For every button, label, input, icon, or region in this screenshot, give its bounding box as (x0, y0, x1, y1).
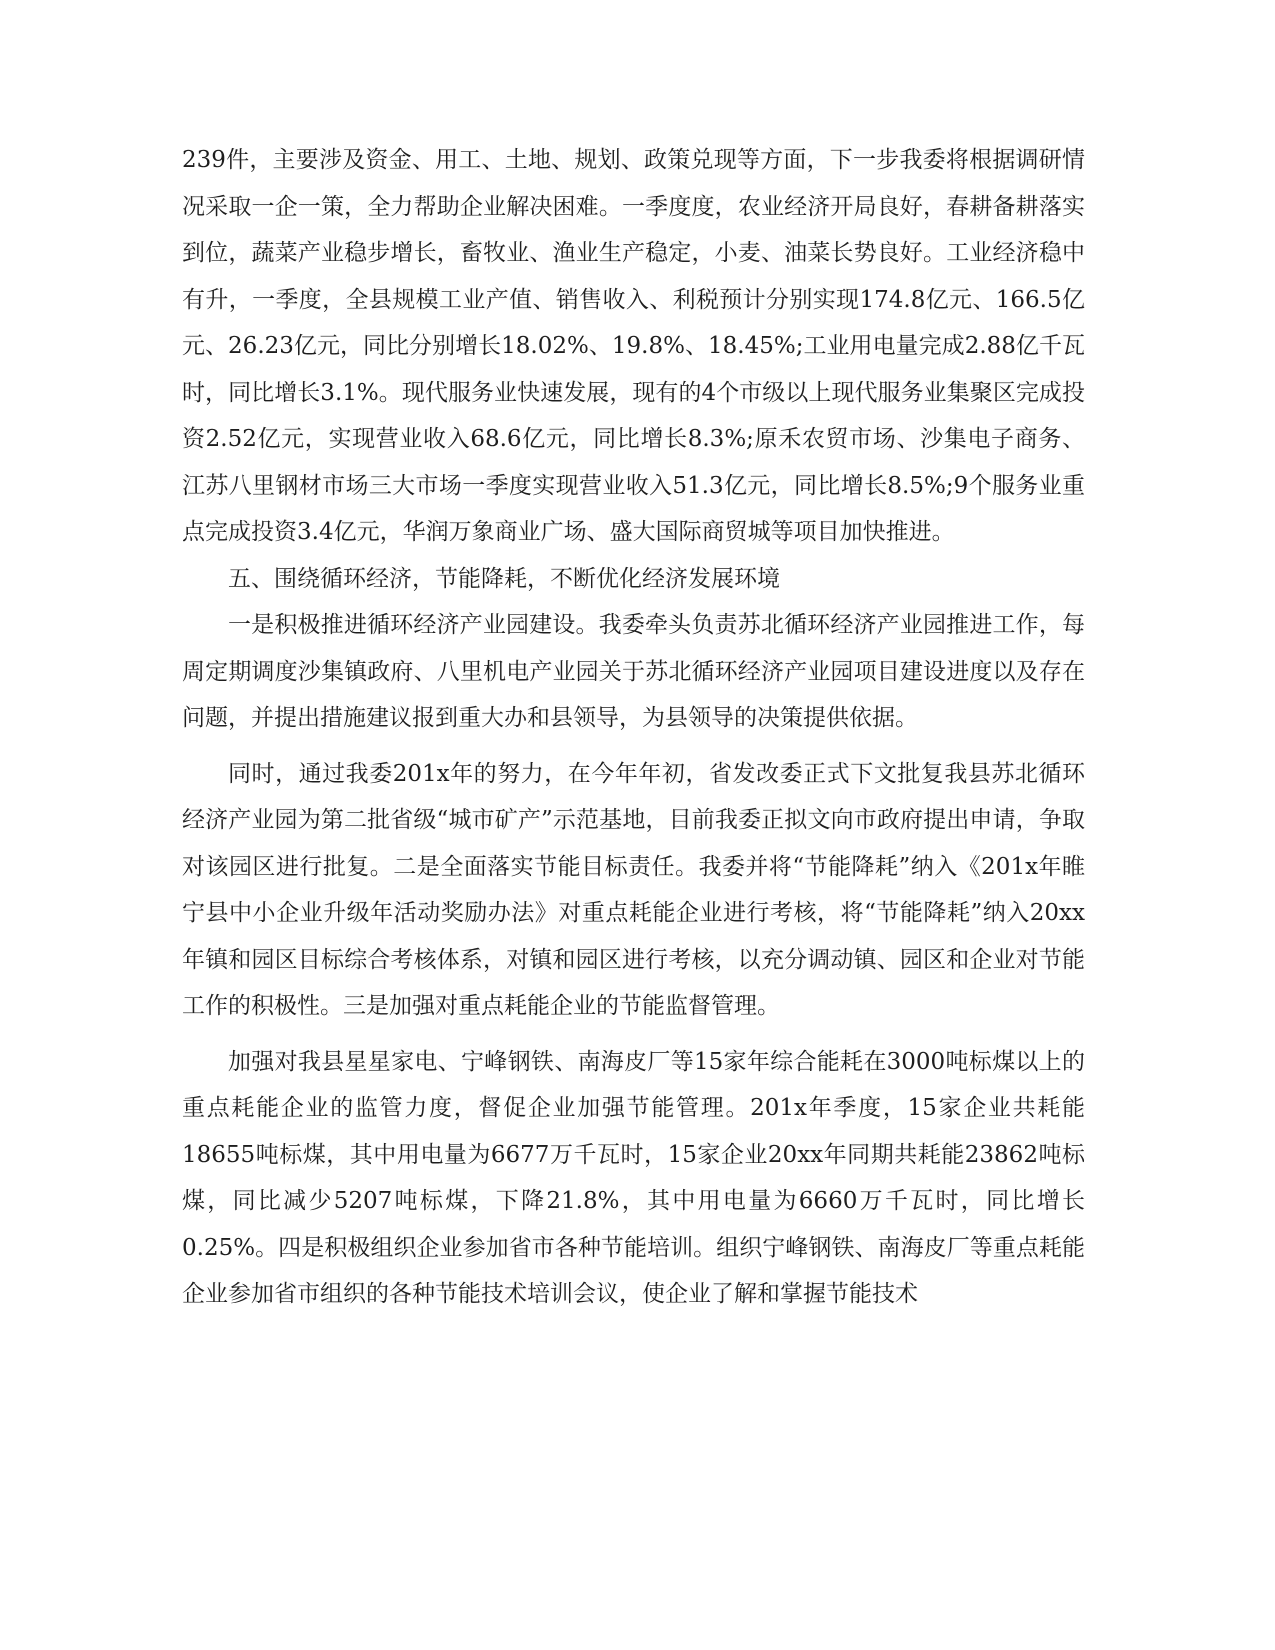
document-page (182, 137, 1085, 1318)
section-heading: 五、围绕循环经济，节能降耗，不断优化经济发展环境 (228, 565, 780, 592)
paragraph-key-enterprises: 加强对我县星星家电、宁峰钢铁、南海皮厂等15家年综合能耗在3000吨标煤以上的重点耗能企业的监管力度，督促企业加强节能管理。201x年季度，15家企业共耗能18655吨标煤，其中用电量为6677万千瓦时，15家企业20xx年同期共耗能23862吨标煤，同比减少5207吨标煤，下降21.8%，其中用电量为6660万千瓦时，同比增长0.25%。四是积极组织企业参加省市各种节能培训。组织宁峰钢铁、南海皮厂等重点耗能企业参加省市组织的各种节能技术培训会议，使企业了解和掌握节能技术 (182, 1048, 1085, 1307)
paragraph-circular-economy: 一是积极推进循环经济产业园建设。我委牵头负责苏北循环经济产业园推进工作，每周定期调度沙集镇政府、八里机电产业园关于苏北循环经济产业园项目建设进度以及存在问题，并提出措施建议报到重大办和县领导，为县领导的决策提供依据。 (182, 612, 1085, 731)
paragraph-energy-targets: 同时，通过我委201x年的努力，在今年年初，省发改委正式下文批复我县苏北循环经济产业园为第二批省级“城市矿产”示范基地，目前我委正拟文向市政府提出申请，争取对该园区进行批复。二是全面落实节能目标责任。我委并将“节能降耗”纳入《201x年睢宁县中小企业升级年活动奖励办法》对重点耗能企业进行考核，将“节能降耗”纳入20xx年镇和园区目标综合考核体系，对镇和园区进行考核，以充分调动镇、园区和企业对节能工作的积极性。三是加强对重点耗能企业的节能监督管理。 (182, 760, 1085, 1019)
paragraph-continuation: 239件，主要涉及资金、用工、土地、规划、政策兑现等方面，下一步我委将根据调研情况采取一企一策，全力帮助企业解决困难。一季度度，农业经济开局良好，春耕备耕落实到位，蔬菜产业稳步增长，畜牧业、渔业生产稳定，小麦、油菜长势良好。工业经济稳中有升，一季度，全县规模工业产值、销售收入、利税预计分别实现174.8亿元、166.5亿元、26.23亿元，同比分别增长18.02%、19.8%、18.45%;工业用电量完成2.88亿千瓦时，同比增长3.1%。现代服务业快速发展，现有的4个市级以上现代服务业集聚区完成投资2.52亿元，实现营业收入68.6亿元，同比增长8.3%;原禾农贸市场、沙集电子商务、江苏八里钢材市场三大市场一季度实现营业收入51.3亿元，同比增长8.5%;9个服务业重点完成投资3.4亿元，华润万象商业广场、盛大国际商贸城等项目加快推进。 (182, 147, 1085, 545)
